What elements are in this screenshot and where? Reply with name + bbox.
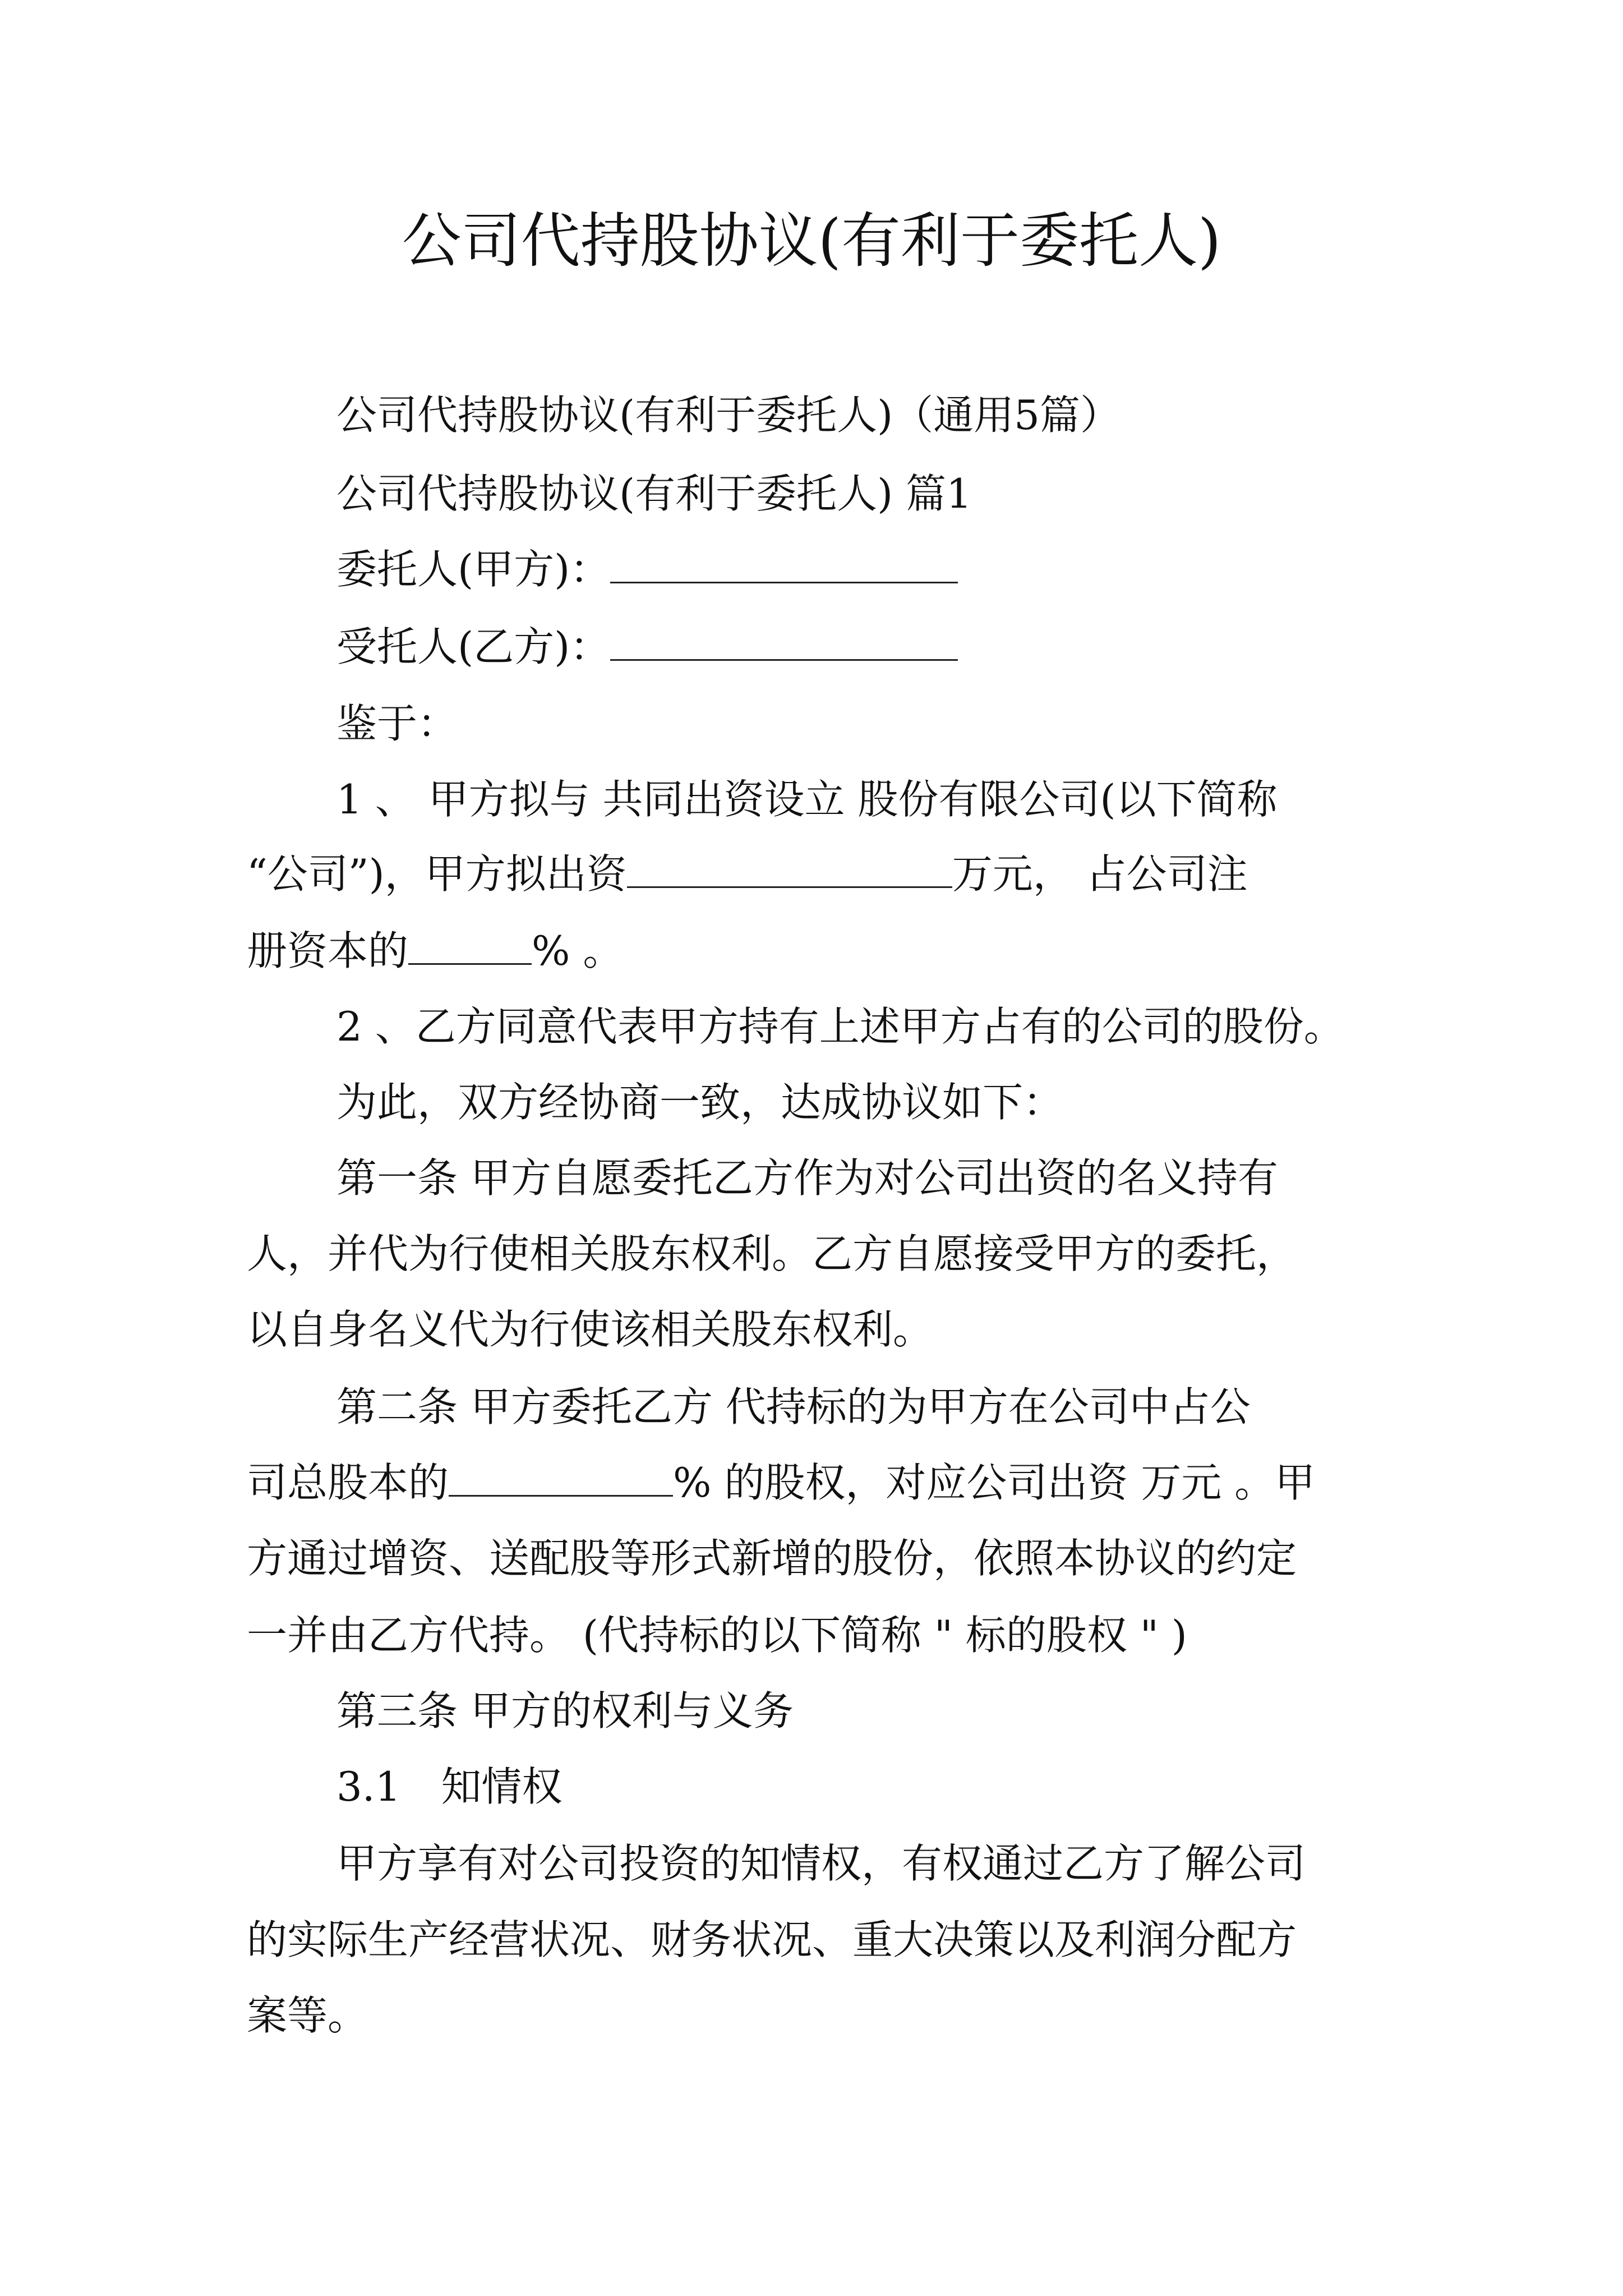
principal-line <box>336 541 958 597</box>
capital-percentage-blank <box>408 928 532 965</box>
article-2-line-2 <box>247 1455 1315 1511</box>
investment-amount-blank <box>627 852 952 888</box>
article-2-line-1: 第二条 甲方委托乙方 代持标的为甲方在公司中占公 <box>336 1383 1251 1430</box>
document-title: 公司代持股协议(有利于委托人) <box>402 206 1221 275</box>
paragraph-1-line-3 <box>247 923 623 979</box>
agent-line <box>336 619 958 675</box>
share-percentage-blank <box>449 1460 673 1497</box>
section-3-1-heading: 3.1 知情权 <box>336 1763 562 1810</box>
document-subtitle: 公司代持股协议(有利于委托人)（通用5篇） <box>336 392 1121 439</box>
article-1-line-3: 以自身名义代为行使该相关股东权利。 <box>247 1306 934 1353</box>
article-2-text-b: % 的股权，对应公司出资 万元 。甲 <box>673 1459 1316 1506</box>
paragraph-2: 2 、乙方同意代表甲方持有上述甲方占有的公司的股份。 <box>336 1003 1344 1050</box>
agent-blank <box>610 624 958 661</box>
part-heading: 公司代持股协议(有利于委托人) 篇1 <box>336 470 972 517</box>
agent-label: 受托人(乙方)： <box>336 623 611 670</box>
paragraph-1-line-1: 1 、 甲方拟与 共同出资设立 股份有限公司(以下简称 <box>336 776 1278 823</box>
paragraph-1-text-c: 册资本的 <box>247 927 409 974</box>
article-2-text-a: 司总股本的 <box>247 1459 449 1506</box>
article-1-line-2: 人，并代为行使相关股东权利。乙方自愿接受甲方的委托， <box>247 1230 1297 1277</box>
paragraph-1-line-2 <box>247 846 1248 902</box>
principal-label: 委托人(甲方)： <box>336 546 611 593</box>
article-1-line-1: 第一条 甲方自愿委托乙方作为对公司出资的名义持有 <box>336 1154 1278 1202</box>
section-3-1-line-3: 案等。 <box>247 1992 368 2039</box>
paragraph-3: 为此，双方经协商一致，达成协议如下： <box>336 1079 1064 1126</box>
article-2-line-4: 一并由乙方代持。 (代持标的以下简称 " 标的股权 " ) <box>247 1612 1187 1659</box>
article-3-heading: 第三条 甲方的权利与义务 <box>336 1687 794 1734</box>
article-2-line-3: 方通过增资、送配股等形式新增的股份，依照本协议的约定 <box>247 1535 1297 1582</box>
paragraph-1-text-a: “公司”)，甲方拟出资 <box>247 850 627 898</box>
paragraph-1-text-b: 万元， 占公司注 <box>952 850 1248 898</box>
principal-blank <box>610 547 958 583</box>
section-3-1-line-2: 的实际生产经营状况、财务状况、重大决策以及利润分配方 <box>247 1916 1297 1963</box>
whereas-heading: 鉴于： <box>336 700 458 747</box>
paragraph-1-text-d: % 。 <box>532 927 624 974</box>
section-3-1-line-1: 甲方享有对公司投资的知情权，有权通过乙方了解公司 <box>336 1840 1306 1887</box>
